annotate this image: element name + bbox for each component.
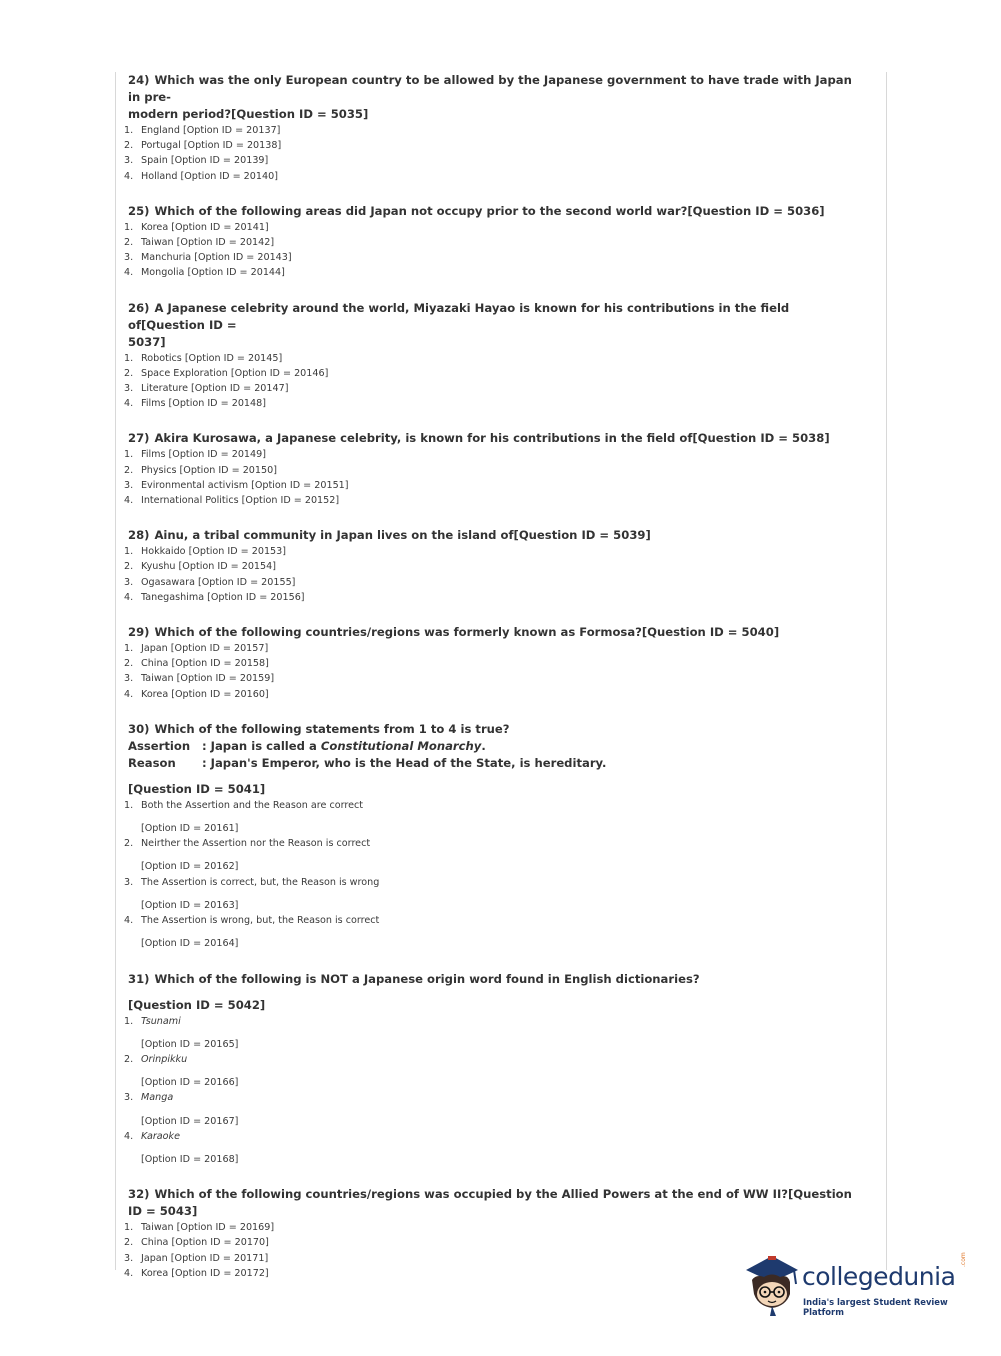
- option: 2. Portugal [Option ID = 20138]: [124, 140, 282, 152]
- question-id: [Question ID = 5041]: [128, 781, 266, 796]
- question-text: 32) Which of the following countries/regions was occupied by the Allied Powers at the end of WW II?[Question ID = 5043]: [128, 1187, 852, 1219]
- option: 4. Korea [Option ID = 20172]: [124, 1267, 269, 1279]
- logo-wordmark: collegedunia: [802, 1262, 956, 1291]
- question-27: [124, 430, 864, 508]
- question-text: 25) Which of the following areas did Japan not occupy prior to the second world war?[Question ID = 5036]: [128, 203, 825, 218]
- option: 3. Spain [Option ID = 20139]: [124, 155, 269, 167]
- option: 3. Evironmental activism [Option ID = 20151]: [124, 479, 349, 491]
- options-list: [124, 123, 864, 184]
- option: 4. Karaoke [Option ID = 20168]: [124, 1130, 239, 1165]
- options-list: [124, 447, 864, 508]
- option: 4. The Assertion is wrong, but, the Reason is correct [Option ID = 20164]: [124, 915, 380, 950]
- reason-line: Reason : Japan's Emperor, who is the Head of the State, is hereditary.: [128, 755, 607, 770]
- option: 2. Neirther the Assertion nor the Reason is correct [Option ID = 20162]: [124, 838, 371, 873]
- option: 1. Films [Option ID = 20149]: [124, 449, 266, 461]
- logo-com: .com: [960, 1252, 967, 1267]
- option: 3. Literature [Option ID = 20147]: [124, 383, 289, 395]
- option: 4. Films [Option ID = 20148]: [124, 398, 266, 410]
- option: 1. Tsunami [Option ID = 20165]: [124, 1015, 239, 1050]
- question-30: [124, 721, 864, 952]
- option: 1. Both the Assertion and the Reason are correct [Option ID = 20161]: [124, 799, 364, 835]
- option: 4. Korea [Option ID = 20160]: [124, 688, 269, 700]
- option: 4. Mongolia [Option ID = 20144]: [124, 267, 285, 279]
- option: 3. Manchuria [Option ID = 20143]: [124, 252, 292, 264]
- options-list: [124, 544, 864, 605]
- question-26: [124, 300, 864, 412]
- option: 4. Tanegashima [Option ID = 20156]: [124, 591, 305, 603]
- option: 2. China [Option ID = 20170]: [124, 1237, 269, 1249]
- option: 1. Robotics [Option ID = 20145]: [124, 352, 283, 364]
- option: 1. Japan [Option ID = 20157]: [124, 643, 269, 655]
- assertion-line: Assertion : Japan is called a Constitutional Monarchy.: [128, 738, 486, 753]
- question-text: 26) A Japanese celebrity around the world, Miyazaki Hayao is known for his contributions in the field of[Question ID = 5037]: [128, 300, 790, 349]
- option: 2. Physics [Option ID = 20150]: [124, 464, 277, 476]
- question-text: 31) Which of the following is NOT a Japanese origin word found in English dictionaries?: [128, 971, 700, 986]
- mascot-icon: [742, 1250, 802, 1320]
- question-28: [124, 527, 864, 605]
- option: 3. Taiwan [Option ID = 20159]: [124, 673, 275, 685]
- option: 4. Holland [Option ID = 20140]: [124, 170, 278, 182]
- question-text: 28) Ainu, a tribal community in Japan lives on the island of[Question ID = 5039]: [128, 528, 651, 543]
- option: 1. Korea [Option ID = 20141]: [124, 221, 269, 233]
- question-text: 29) Which of the following countries/regions was formerly known as Formosa?[Question ID = 5040]: [128, 625, 780, 640]
- logo-tagline: India's largest Student Review Platform: [803, 1297, 948, 1317]
- options-list: [124, 351, 864, 412]
- question-31: [124, 971, 864, 1168]
- question-text: 27) Akira Kurosawa, a Japanese celebrity, is known for his contributions in the field of[Question ID = 5038]: [128, 431, 830, 446]
- option: 2. Orinpikku [Option ID = 20166]: [124, 1053, 239, 1089]
- options-list: [124, 798, 864, 952]
- question-29: [124, 624, 864, 702]
- option: 2. Space Exploration [Option ID = 20146]: [124, 367, 329, 379]
- option: 2. China [Option ID = 20158]: [124, 658, 269, 670]
- question-24: [124, 72, 864, 184]
- option: 4. International Politics [Option ID = 20152]: [124, 495, 340, 507]
- option: 3. Ogasawara [Option ID = 20155]: [124, 576, 296, 588]
- option: 3. Manga [Option ID = 20167]: [124, 1092, 239, 1127]
- question-text: 30) Which of the following statements from 1 to 4 is true?: [128, 721, 510, 736]
- option: 2. Kyushu [Option ID = 20154]: [124, 561, 276, 573]
- option: 1. Taiwan [Option ID = 20169]: [124, 1222, 275, 1234]
- question-paper: [124, 72, 864, 1281]
- option: 3. The Assertion is correct, but, the Reason is wrong [Option ID = 20163]: [124, 876, 380, 911]
- question-id: [Question ID = 5042]: [128, 997, 266, 1012]
- question-25: [124, 203, 864, 281]
- option: 1. Hokkaido [Option ID = 20153]: [124, 546, 287, 558]
- options-list: [124, 220, 864, 281]
- option: 3. Japan [Option ID = 20171]: [124, 1252, 269, 1264]
- collegedunia-logo: [742, 1250, 972, 1320]
- option: 1. England [Option ID = 20137]: [124, 125, 281, 136]
- options-list: [124, 641, 864, 702]
- option: 2. Taiwan [Option ID = 20142]: [124, 237, 275, 249]
- options-list: [124, 1014, 864, 1168]
- question-text: 24) Which was the only European country to be allowed by the Japanese government to have trade with Japan in pre- modern period?[Question ID = 5035]: [128, 73, 852, 121]
